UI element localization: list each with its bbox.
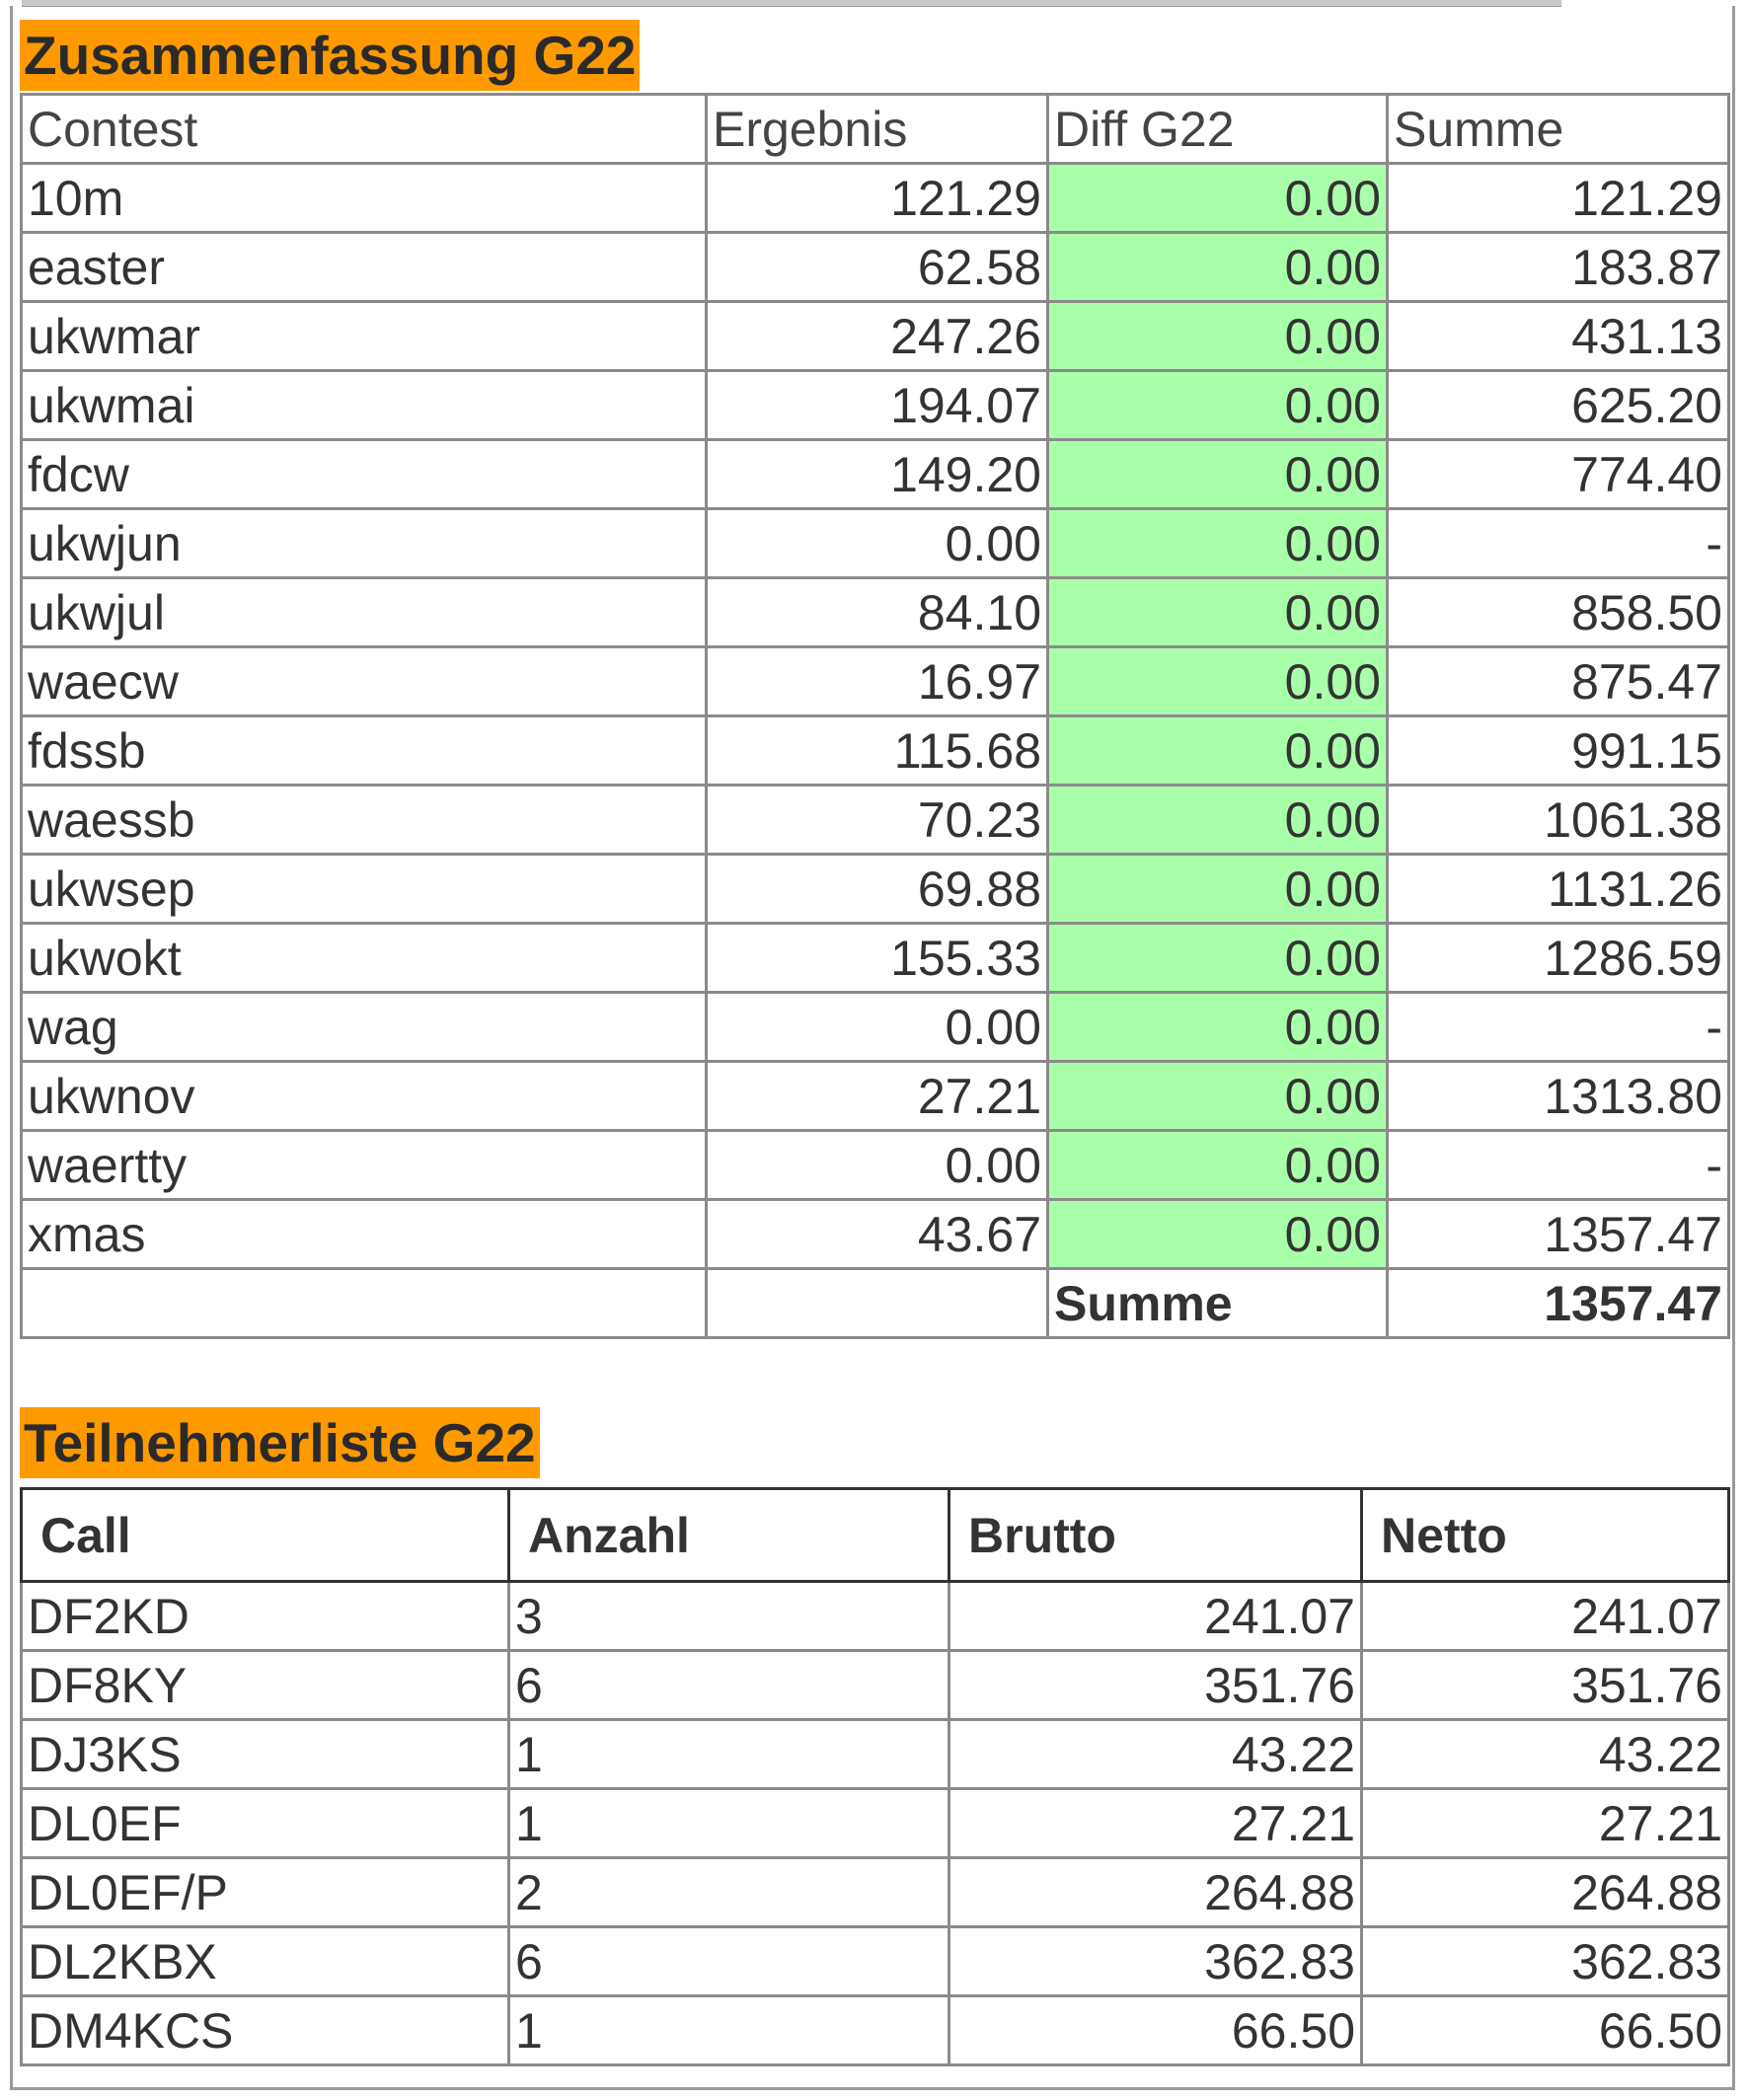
summary-title: Zusammenfassung G22 bbox=[20, 20, 640, 91]
netto-cell: 27.21 bbox=[1362, 1789, 1729, 1858]
contest-cell: ukwsep bbox=[22, 855, 707, 924]
ergebnis-cell: 115.68 bbox=[707, 716, 1048, 786]
contest-cell: easter bbox=[22, 233, 707, 302]
header-call[interactable]: Call bbox=[22, 1489, 509, 1582]
netto-cell: 362.83 bbox=[1362, 1927, 1729, 1996]
header-brutto[interactable]: Brutto bbox=[949, 1489, 1362, 1582]
call-cell: DL0EF bbox=[22, 1789, 509, 1858]
summary-row bbox=[22, 302, 1729, 371]
brutto-cell: 264.88 bbox=[949, 1858, 1362, 1927]
brutto-cell: 241.07 bbox=[949, 1582, 1362, 1651]
summary-row bbox=[22, 716, 1729, 786]
ergebnis-cell: 155.33 bbox=[707, 924, 1048, 993]
ergebnis-cell: 194.07 bbox=[707, 371, 1048, 440]
anzahl-cell: 2 bbox=[509, 1858, 949, 1927]
netto-cell: 66.50 bbox=[1362, 1996, 1729, 2065]
total-label: Summe bbox=[1048, 1269, 1388, 1338]
contest-cell: ukwmai bbox=[22, 371, 707, 440]
call-cell: DJ3KS bbox=[22, 1720, 509, 1789]
ergebnis-cell: 70.23 bbox=[707, 786, 1048, 855]
ergebnis-cell: 84.10 bbox=[707, 578, 1048, 647]
member-row bbox=[22, 1858, 1729, 1927]
summary-row bbox=[22, 233, 1729, 302]
summary-row bbox=[22, 1062, 1729, 1131]
call-cell: DF8KY bbox=[22, 1651, 509, 1720]
diff-cell: 0.00 bbox=[1048, 440, 1388, 509]
members-header-row bbox=[22, 1489, 1729, 1582]
ergebnis-cell: 27.21 bbox=[707, 1062, 1048, 1131]
ergebnis-cell: 0.00 bbox=[707, 993, 1048, 1062]
contest-cell: fdssb bbox=[22, 716, 707, 786]
header-netto[interactable]: Netto bbox=[1362, 1489, 1729, 1582]
ergebnis-cell: 69.88 bbox=[707, 855, 1048, 924]
contest-cell: ukwjun bbox=[22, 509, 707, 578]
diff-cell: 0.00 bbox=[1048, 302, 1388, 371]
call-cell: DL0EF/P bbox=[22, 1858, 509, 1927]
total-empty-cell bbox=[707, 1269, 1048, 1338]
brutto-cell: 27.21 bbox=[949, 1789, 1362, 1858]
brutto-cell: 362.83 bbox=[949, 1927, 1362, 1996]
contest-cell: xmas bbox=[22, 1200, 707, 1269]
contest-cell: waecw bbox=[22, 647, 707, 716]
anzahl-cell: 3 bbox=[509, 1582, 949, 1651]
ergebnis-cell: 0.00 bbox=[707, 1131, 1048, 1200]
ergebnis-cell: 247.26 bbox=[707, 302, 1048, 371]
summe-cell: 991.15 bbox=[1388, 716, 1729, 786]
summe-cell: 431.13 bbox=[1388, 302, 1729, 371]
summary-row bbox=[22, 440, 1729, 509]
ergebnis-cell: 43.67 bbox=[707, 1200, 1048, 1269]
contest-cell: fdcw bbox=[22, 440, 707, 509]
summary-row bbox=[22, 164, 1729, 233]
member-row bbox=[22, 1927, 1729, 1996]
diff-cell: 0.00 bbox=[1048, 924, 1388, 993]
anzahl-cell: 6 bbox=[509, 1927, 949, 1996]
call-cell: DL2KBX bbox=[22, 1927, 509, 1996]
diff-cell: 0.00 bbox=[1048, 855, 1388, 924]
summary-row bbox=[22, 1200, 1729, 1269]
summe-cell: 1286.59 bbox=[1388, 924, 1729, 993]
netto-cell: 241.07 bbox=[1362, 1582, 1729, 1651]
header-summe: Summe bbox=[1388, 95, 1729, 164]
diff-cell: 0.00 bbox=[1048, 1062, 1388, 1131]
summary-row bbox=[22, 371, 1729, 440]
summe-cell: - bbox=[1388, 993, 1729, 1062]
ergebnis-cell: 0.00 bbox=[707, 509, 1048, 578]
summe-cell: 858.50 bbox=[1388, 578, 1729, 647]
anzahl-cell: 1 bbox=[509, 1996, 949, 2065]
total-value: 1357.47 bbox=[1388, 1269, 1729, 1338]
diff-cell: 0.00 bbox=[1048, 233, 1388, 302]
summary-row bbox=[22, 647, 1729, 716]
header-diff: Diff G22 bbox=[1048, 95, 1388, 164]
diff-cell: 0.00 bbox=[1048, 371, 1388, 440]
summary-total-row bbox=[22, 1269, 1729, 1338]
summe-cell: 875.47 bbox=[1388, 647, 1729, 716]
brutto-cell: 43.22 bbox=[949, 1720, 1362, 1789]
contest-cell: ukwmar bbox=[22, 302, 707, 371]
summary-row bbox=[22, 993, 1729, 1062]
summe-cell: 625.20 bbox=[1388, 371, 1729, 440]
contest-cell: ukwnov bbox=[22, 1062, 707, 1131]
netto-cell: 351.76 bbox=[1362, 1651, 1729, 1720]
summe-cell: 121.29 bbox=[1388, 164, 1729, 233]
ergebnis-cell: 149.20 bbox=[707, 440, 1048, 509]
ergebnis-cell: 16.97 bbox=[707, 647, 1048, 716]
member-row bbox=[22, 1582, 1729, 1651]
member-row bbox=[22, 1996, 1729, 2065]
diff-cell: 0.00 bbox=[1048, 716, 1388, 786]
contest-cell: waertty bbox=[22, 1131, 707, 1200]
diff-cell: 0.00 bbox=[1048, 509, 1388, 578]
summe-cell: 774.40 bbox=[1388, 440, 1729, 509]
anzahl-cell: 6 bbox=[509, 1651, 949, 1720]
diff-cell: 0.00 bbox=[1048, 1200, 1388, 1269]
header-contest: Contest bbox=[22, 95, 707, 164]
summary-row bbox=[22, 786, 1729, 855]
diff-cell: 0.00 bbox=[1048, 578, 1388, 647]
summary-row bbox=[22, 578, 1729, 647]
diff-cell: 0.00 bbox=[1048, 993, 1388, 1062]
summary-row bbox=[22, 509, 1729, 578]
total-empty-cell bbox=[22, 1269, 707, 1338]
ergebnis-cell: 121.29 bbox=[707, 164, 1048, 233]
summe-cell: - bbox=[1388, 1131, 1729, 1200]
summary-row bbox=[22, 1131, 1729, 1200]
members-title: Teilnehmerliste G22 bbox=[20, 1407, 540, 1478]
call-cell: DF2KD bbox=[22, 1582, 509, 1651]
contest-cell: waessb bbox=[22, 786, 707, 855]
summary-table bbox=[20, 93, 1730, 1339]
header-anzahl[interactable]: Anzahl bbox=[509, 1489, 949, 1582]
diff-cell: 0.00 bbox=[1048, 164, 1388, 233]
diff-cell: 0.00 bbox=[1048, 647, 1388, 716]
summe-cell: 1313.80 bbox=[1388, 1062, 1729, 1131]
summe-cell: - bbox=[1388, 509, 1729, 578]
member-row bbox=[22, 1789, 1729, 1858]
summary-header-row bbox=[22, 95, 1729, 164]
summe-cell: 183.87 bbox=[1388, 233, 1729, 302]
summary-row bbox=[22, 855, 1729, 924]
brutto-cell: 351.76 bbox=[949, 1651, 1362, 1720]
netto-cell: 43.22 bbox=[1362, 1720, 1729, 1789]
header-ergebnis: Ergebnis bbox=[707, 95, 1048, 164]
diff-cell: 0.00 bbox=[1048, 1131, 1388, 1200]
brutto-cell: 66.50 bbox=[949, 1996, 1362, 2065]
summary-row bbox=[22, 924, 1729, 993]
netto-cell: 264.88 bbox=[1362, 1858, 1729, 1927]
ergebnis-cell: 62.58 bbox=[707, 233, 1048, 302]
members-table bbox=[20, 1487, 1730, 2066]
contest-cell: ukwjul bbox=[22, 578, 707, 647]
summe-cell: 1131.26 bbox=[1388, 855, 1729, 924]
call-cell: DM4KCS bbox=[22, 1996, 509, 2065]
contest-cell: 10m bbox=[22, 164, 707, 233]
anzahl-cell: 1 bbox=[509, 1720, 949, 1789]
contest-cell: ukwokt bbox=[22, 924, 707, 993]
diff-cell: 0.00 bbox=[1048, 786, 1388, 855]
summe-cell: 1061.38 bbox=[1388, 786, 1729, 855]
member-row bbox=[22, 1720, 1729, 1789]
member-row bbox=[22, 1651, 1729, 1720]
anzahl-cell: 1 bbox=[509, 1789, 949, 1858]
contest-cell: wag bbox=[22, 993, 707, 1062]
summe-cell: 1357.47 bbox=[1388, 1200, 1729, 1269]
